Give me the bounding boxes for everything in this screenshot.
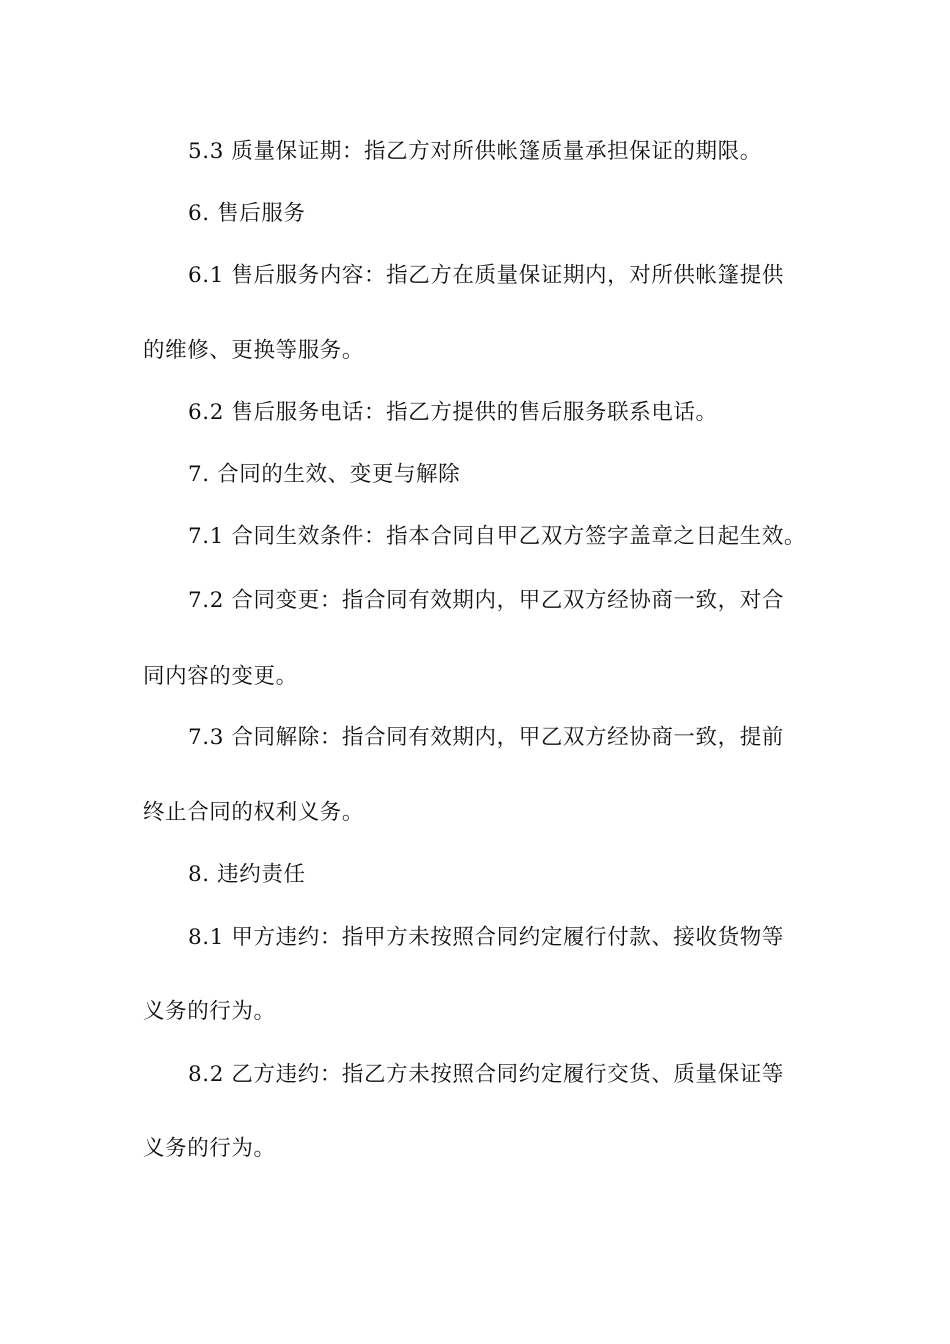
- clause-7-3-line-2: 终止合同的权利义务。: [143, 800, 365, 825]
- clause-7-1: 7.1 合同生效条件：指本合同自甲乙双方签字盖章之日起生效。: [188, 524, 807, 549]
- clause-8-1-line-1: 8.1 甲方违约：指甲方未按照合同约定履行付款、接收货物等: [188, 925, 784, 950]
- clause-8-1-line-2: 义务的行为。: [143, 999, 276, 1024]
- clause-6-1-line-2: 的维修、更换等服务。: [143, 338, 365, 363]
- clause-7-3-line-1: 7.3 合同解除：指合同有效期内，甲乙双方经协商一致，提前: [188, 725, 784, 750]
- section-7-heading: 7. 合同的生效、变更与解除: [188, 462, 461, 487]
- clause-8-2-line-2: 义务的行为。: [143, 1136, 276, 1161]
- clause-5-3: 5.3 质量保证期：指乙方对所供帐篷质量承担保证的期限。: [188, 139, 762, 164]
- clause-7-2-line-1: 7.2 合同变更：指合同有效期内，甲乙双方经协商一致，对合: [188, 588, 784, 613]
- section-8-heading: 8. 违约责任: [188, 862, 306, 887]
- clause-6-2: 6.2 售后服务电话：指乙方提供的售后服务联系电话。: [188, 400, 718, 425]
- section-6-heading: 6. 售后服务: [188, 201, 306, 226]
- clause-8-2-line-1: 8.2 乙方违约：指乙方未按照合同约定履行交货、质量保证等: [188, 1062, 784, 1087]
- clause-7-2-line-2: 同内容的变更。: [143, 664, 298, 689]
- clause-6-1-line-1: 6.1 售后服务内容：指乙方在质量保证期内，对所供帐篷提供: [188, 263, 784, 288]
